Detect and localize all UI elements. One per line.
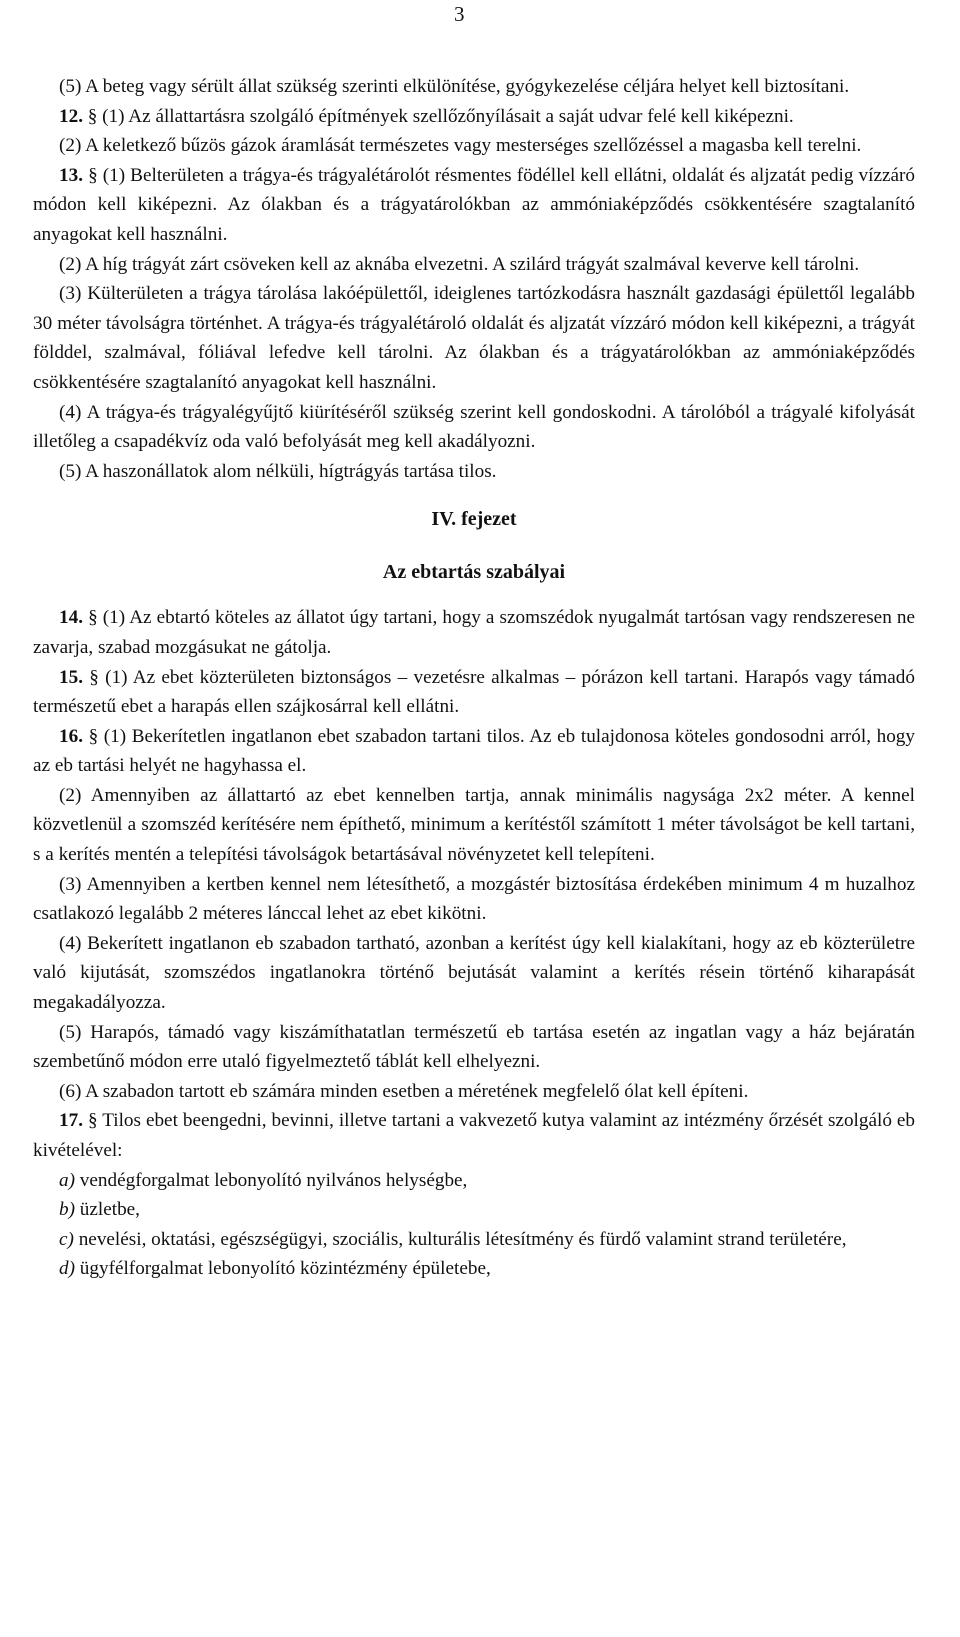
paragraph [33, 131, 915, 161]
paragraph [33, 102, 915, 132]
list-item-letter: a) [59, 1169, 75, 1191]
page-number: 3 [454, 2, 465, 26]
paragraph-text: (2) Amennyiben az állattartó az ebet kennelben tartja, annak minimális nagysága 2x2 méter. A kennel közvetlenül a szomszéd kerítésére nem építhető, minimum a kerítéstől számított 1 méter távolságot be kell tartani, s a kerítés mentén a telepítési távolságok betartásával növényzetet kell telepíteni. [33, 784, 915, 866]
paragraph [33, 870, 915, 929]
paragraph [33, 663, 915, 722]
paragraph-text: (3) Amennyiben a kertben kennel nem létesíthető, a mozgástér biztosítása érdekében minimum 4 m huzalhoz csatlakozó legalább 2 méteres lánccal lehet az ebet kikötni. [33, 873, 915, 925]
paragraph-text: (6) A szabadon tartott eb számára minden esetben a méretének megfelelő ólat kell építeni. [59, 1080, 749, 1102]
paragraph-text: (2) A híg trágyát zárt csöveken kell az aknába elvezetni. A szilárd trágyát szalmával keverve kell tárolni. [59, 253, 860, 275]
list-item-text: üzletbe, [79, 1199, 140, 1221]
paragraph [33, 722, 915, 781]
paragraph [33, 279, 915, 397]
document-body [33, 72, 915, 1284]
list-item-text: ügyfélforgalmat lebonyolító közintézmény épületebe, [79, 1258, 491, 1280]
paragraph-text: § Tilos ebet beengedni, bevinni, illetve tartani a vakvezető kutya valamint az intézmény őrzését szolgáló eb kivételével: [33, 1110, 916, 1161]
paragraph [33, 1077, 915, 1107]
paragraph-text: § (1) Az ebtartó köteles az állatot úgy tartani, hogy a szomszédok nyugalmát tartósan vagy rendszeresen ne zavarja, szabad mozgásukat ne gátolja. [33, 607, 915, 658]
paragraph [33, 457, 915, 487]
section-number: 14. [59, 607, 83, 629]
paragraph-text: § (1) Belterületen a trágya-és trágyalétárolót résmentes födéllel kell ellátni, oldalát és aljzatát pedig vízzáró módon kell kiképezni. Az ólakban és a trágyatárolókban az ammóniaképződés csökkentésére szagtalanító anyagokat kell használni. [33, 164, 916, 245]
paragraph [33, 161, 915, 250]
paragraph-text: (5) Harapós, támadó vagy kiszámíthatatlan természetű eb tartása esetén az ingatlan vagy a ház bejáratán szembetűnő módon erre utaló figyelmeztető táblát kell elhelyezni. [33, 1021, 915, 1073]
list-item-letter: b) [59, 1199, 75, 1221]
paragraph-text: § (1) Bekerítetlen ingatlanon ebet szabadon tartani tilos. Az eb tulajdonosa köteles gondosodni arról, hogy az eb tartási helyét ne hagyhassa el. [33, 725, 915, 777]
paragraph-text: (3) Külterületen a trágya tárolása lakóépülettől, ideiglenes tartózkodásra használt gazdasági épülettől legalább 30 méter távolságra történhet. A trágya-és trágyalétároló oldalát és aljzatát vízzáró módon kell kiképezni, a trágyát földdel, szalmával, fóliával lefedve kell tárolni. Az ólakban és a trágyatárolókban az ammóniaképződés csökkentésére szagtalanító anyagokat kell használni. [33, 283, 915, 393]
paragraph-text: (4) A trágya-és trágyalégyűjtő kiürítéséről szükség szerint kell gondoskodni. A tárolóból a trágyalé kifolyását illetőleg a csapadékvíz oda való befolyását meg kell akadályozni. [33, 401, 915, 453]
paragraph-text: (5) A beteg vagy sérült állat szükség szerinti elkülönítése, gyógykezelése céljára helyet kell biztosítani. [59, 76, 850, 97]
paragraph [33, 929, 915, 1018]
paragraph-text: § (1) Az ebet közterületen biztonságos – vezetésre alkalmas – pórázon kell tartani. Harapós vagy támadó természetű ebet a harapás ellen szájkosárral kell ellátni. [33, 666, 915, 718]
section-number: 13. [59, 164, 83, 186]
list-item [33, 1225, 915, 1255]
chapter-title: Az ebtartás szabályai [382, 561, 566, 584]
section-number: 17. [59, 1110, 83, 1132]
paragraph-text: (4) Bekerített ingatlanon eb szabadon tartható, azonban a kerítést úgy kell kialakítani, hogy az eb közterületre való kijutását, szomszédos ingatlanokra történő bejutását valamint a kerítés résein történő kiharapását megakadályozza. [33, 932, 915, 1014]
paragraph [33, 1106, 915, 1165]
chapter-number: IV. fejezet [431, 508, 517, 531]
section-number: 15. [59, 666, 83, 688]
paragraph [33, 603, 915, 662]
paragraph [33, 250, 915, 280]
section-number: 16. [59, 725, 83, 747]
paragraph [33, 398, 915, 457]
list-item-text: vendégforgalmat lebonyolító nyilvános helységbe, [79, 1169, 468, 1191]
paragraph-text: § (1) Az állattartásra szolgáló építmények szellőzőnyílásait a saját udvar felé kell kiképezni. [87, 105, 794, 127]
paragraph [33, 781, 915, 870]
paragraph-text: (2) A keletkező bűzös gázok áramlását természetes vagy mesterséges szellőzéssel a magasba kell terelni. [59, 135, 862, 157]
paragraph [33, 1018, 915, 1077]
paragraph-text: (5) A haszonállatok alom nélküli, hígtrágyás tartása tilos. [59, 460, 497, 482]
section-number: 12. [59, 105, 83, 127]
list-item [33, 1254, 915, 1284]
list-item [33, 1195, 915, 1225]
list-item [33, 1166, 915, 1196]
list-item-letter: c) [59, 1228, 74, 1250]
list-item-text: nevelési, oktatási, egészségügyi, szociális, kulturális létesítmény és fürdő valamint strand területére, [78, 1228, 847, 1250]
list-item-letter: d) [59, 1258, 75, 1280]
paragraph [33, 72, 915, 102]
